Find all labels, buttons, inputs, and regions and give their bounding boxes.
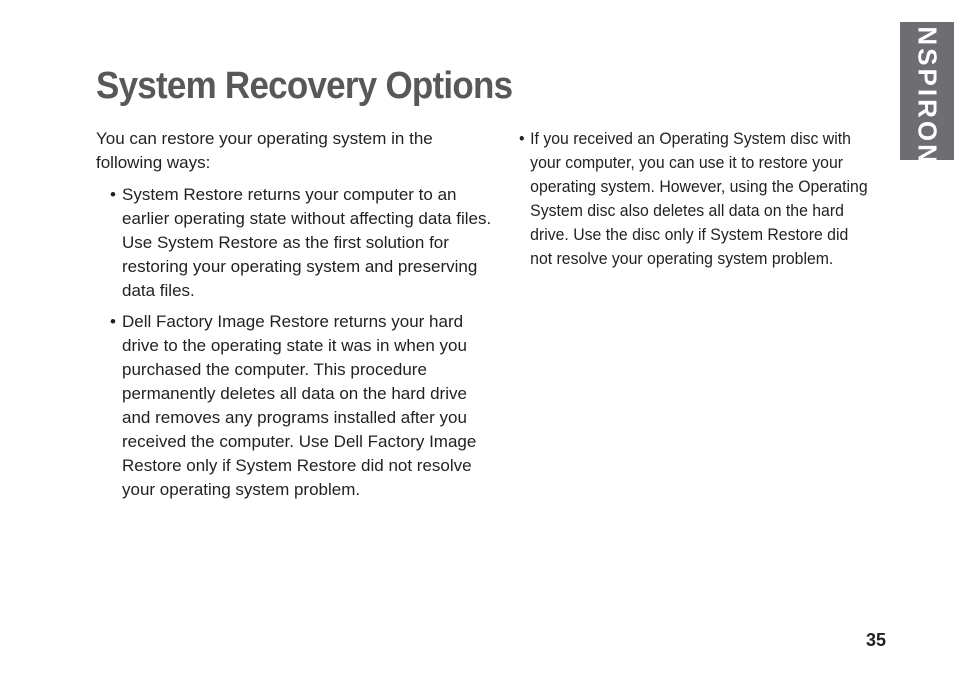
right-column [519, 127, 872, 278]
recovery-options-list-continued [519, 127, 872, 271]
left-column [96, 127, 496, 509]
list-item-factory-image-restore: • Dell Factory Image Restore returns your hard drive to the operating state it was in when you purchased the computer. This procedure permanently deletes all data on the hard drive and removes any programs installed after you received the computer. Use Dell Factory Image Restore only if System Restore did not resolve your operating system problem. [110, 310, 496, 502]
recovery-options-list [110, 183, 496, 502]
intro-paragraph: You can restore your operating system in the following ways: [96, 129, 433, 172]
page-title: System Recovery Options [96, 65, 513, 107]
page-number: 35 [866, 630, 887, 650]
list-item-operating-system-disc: • If you received an Operating System disc with your computer, you can use it to restore your operating system. However, using the Operating System disc also deletes all data on the hard drive. Use the disc only if System Restore did not resolve your operating system problem. [519, 127, 872, 271]
brand-label: INSPIRON [912, 16, 943, 166]
brand-side-tab [900, 16, 954, 166]
list-item-system-restore: • System Restore returns your computer to an earlier operating state without affecting data files. Use System Restore as the first solution for restoring your operating system and preserving data files. [110, 183, 496, 303]
